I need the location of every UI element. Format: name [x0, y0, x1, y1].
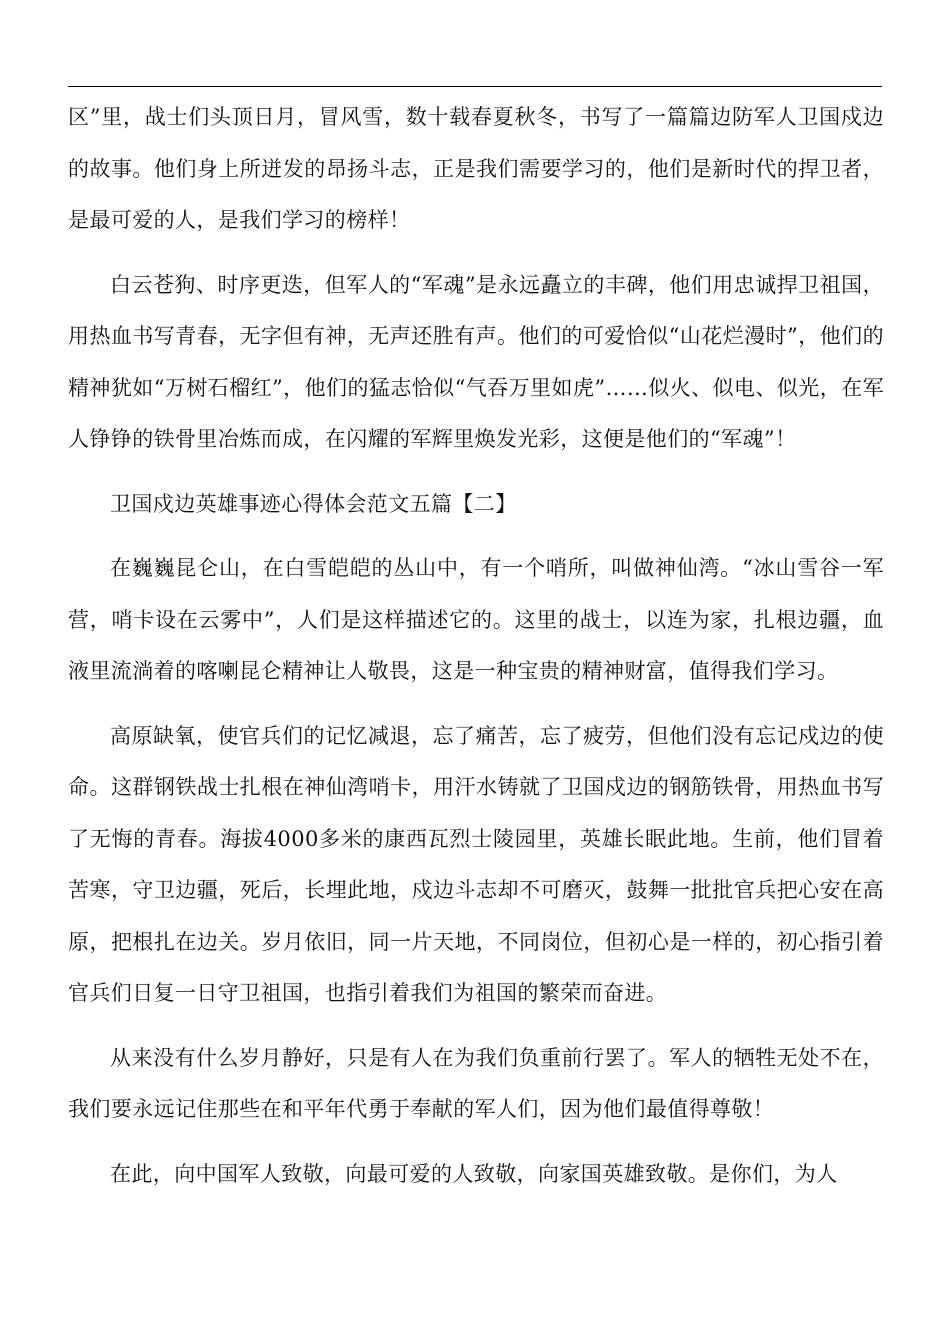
paragraph: 在巍巍昆仑山，在白雪皑皑的丛山中，有一个哨所，叫做神仙湾。“冰山雪谷一军营，哨卡设在云雾中”，人们是这样描述它的。这里的战士，以连为家，扎根边疆，血液里流淌着的喀喇昆仑精神让人敬畏，这是一种宝贵的精神财富，值得我们学习。 [68, 556, 884, 683]
document-body [68, 92, 884, 1213]
paragraph: 在此，向中国军人致敬，向最可爱的人致敬，向家国英雄致敬。是你们，为人 [110, 1161, 838, 1186]
paragraph: 从来没有什么岁月静好，只是有人在为我们负重前行罢了。军人的牺牲无处不在，我们要永远记住那些在和平年代勇于奉献的军人们，因为他们最值得尊敬！ [68, 1045, 884, 1121]
section-heading: 卫国戍边英雄事迹心得体会范文五篇【二】 [110, 491, 517, 516]
paragraph-continued: 区”里，战士们头顶日月，冒风雪，数十载春夏秋冬，书写了一篇篇边防军人卫国戍边的故事。他们身上所迸发的昂扬斗志，正是我们需要学习的，他们是新时代的捍卫者，是最可爱的人，是我们学习的榜样！ [68, 105, 884, 232]
paragraph: 白云苍狗、时序更迭，但军人的“军魂”是永远矗立的丰碑，他们用忠诚捍卫祖国，用热血书写青春，无字但有神，无声还胜有声。他们的可爱恰似“山花烂漫时”，他们的精神犹如“万树石榴红”，他们的猛志恰似“气吞万里如虎”……似火、似电、似光，在军人铮铮的铁骨里冶炼而成，在闪耀的军辉里焕发光彩，这便是他们的“军魂”！ [68, 272, 884, 451]
header-rule [68, 86, 882, 87]
paragraph: 高原缺氧，使官兵们的记忆减退，忘了痛苦，忘了疲劳，但他们没有忘记戍边的使命。这群钢铁战士扎根在神仙湾哨卡，用汗水铸就了卫国戍边的钢筋铁骨，用热血书写了无悔的青春。海拔4000多米的康西瓦烈士陵园里，英雄长眠此地。生前，他们冒着苦寒，守卫边疆，死后，长埋此地，戍边斗志却不可磨灭，鼓舞一批批官兵把心安在高原，把根扎在边关。岁月依旧，同一片天地，不同岗位，但初心是一样的，初心指引着官兵们日复一日守卫祖国，也指引着我们为祖国的繁荣而奋进。 [68, 723, 884, 1005]
